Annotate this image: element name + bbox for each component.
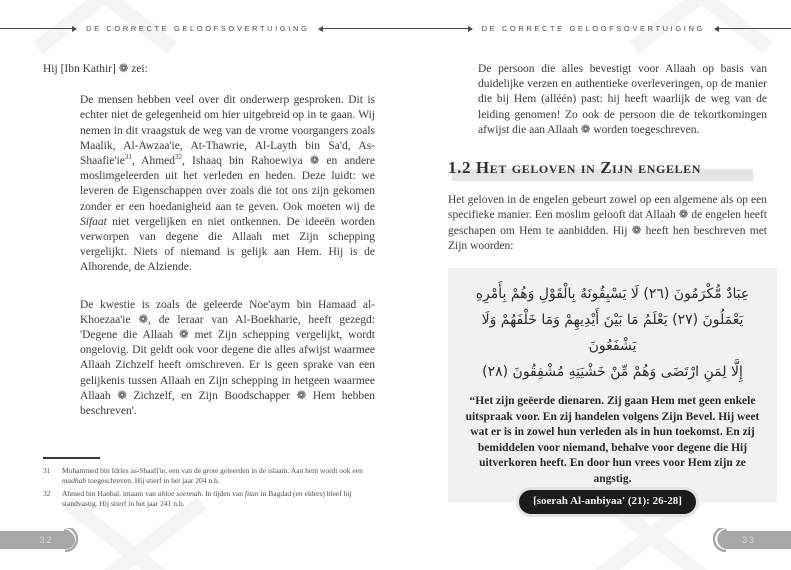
opening-paragraph: De persoon die alles bevestigt voor Allaah op basis van duidelijke verzen en authentieke overleveringen, op de manier die bij Hem (alléén) past: hij heeft waarlijk de weg van de leiding genomen! Zo ook de persoon die de tekortkomingen afwijst die aan Allaah ❁ worden toegeschreven. (478, 63, 767, 136)
arabic-verse-line: يَعْمَلُونَ (٢٧) يَعْلَمُ مَا بَيْنَ أَيْدِيهِمْ وَمَا خَلْفَهُمْ وَلَا يَشْفَعُونَ (481, 312, 744, 355)
section-heading-text: 1.2 Het geloven in Zijn engelen (448, 158, 702, 178)
page-number-bar (718, 531, 791, 549)
footnote (43, 466, 375, 486)
verse-translation: “Het zijn geëerde dienaren. Zij gaan Hem met geen enkele uitspraak voor. En zij handelen volgens Zijn Bevel. Hij weet wat er is in zowel hun verleden als in hun toekomst. En zij bemiddelen voor niemand, behalve voor degene die Hij uitverkoren heeft. En door hun vrees voor Hem zijn ze angstig. (465, 395, 760, 485)
footnote-text: Ahmed bin Hanbal, imaam van ahloe soennah. In tijden van fitan in Bagdad (en elders) bleef hij standvastig. Hij stierf in het jaar 241 n.h. (62, 489, 352, 508)
right-page-body (448, 62, 767, 514)
left-page-body (43, 62, 375, 441)
body-paragraph: Het geloven in de engelen gebeurt zowel op een algemene als op een specifieke manier. Een moslim gelooft dat Allaah ❁ de engelen heeft geschapen om Hem te aanbidden. Hij ❁ heeft hen beschreven met Zijn woorden: (448, 194, 767, 252)
footnote (43, 489, 375, 509)
arabic-verse-line: عِبَادٌ مُّكْرَمُونَ (٢٦) لَا يَسْبِقُونَهُ بِالْقَوْلِ وَهُمْ بِأَمْرِهِ (475, 286, 750, 303)
quoted-paragraph-1: De mensen hebben veel over dit onderwerp gesproken. Dit is echter niet de gelegenheid om hier uitgebreid op in te gaan. Wij nemen in dit vraagstuk de weg van de vrome voorgangers zoals Maalik, Al-Awzaa'ie, At-Thawrie, Al-Layth bin Sa'd, $As-Shaafie'ie^{31}$, Ahmed$^{32}$, Ishaaq bin Rahoewiya ❁ en andere moslimgeleerden uit het verleden en heden. Deze luidt: we leveren de Eigenschappen over zoals die tot ons zijn gekomen zonder er een hoedanigheid aan te geven. Ook moeten wij de Sifaat niet vergelijken en niet ontkennen. De ideeën worden verworpen van degene die Allaah met Zijn schepping vergelijkt. Niets of niemand is gelijk aan Hem. Hij is de Alhorende, de Alziende. (80, 94, 375, 274)
footnote-number: 32 (43, 489, 51, 498)
header-rule-right (715, 28, 791, 29)
header-rule-right (319, 28, 395, 29)
header-rule-left (396, 28, 472, 29)
arrow-tick-icon (468, 26, 473, 32)
footnote-separator (43, 457, 100, 459)
arrow-tick-icon (318, 26, 323, 32)
quran-quote-box (448, 268, 777, 502)
footnote-text: Mohammed bin Idries as-Shaafi'ie, een van de grote geleerden in de islaam. Aan hem wordt ook een madhab toegeschreven. Hij stierf in het jaar 204 n.h. (62, 466, 363, 485)
running-header (396, 24, 791, 33)
running-header (0, 24, 396, 33)
arabic-verse (460, 281, 765, 385)
header-rule-left (0, 28, 76, 29)
footnotes-section (43, 457, 375, 512)
arrow-tick-icon (714, 26, 719, 32)
running-header-title: DE CORRECTE GELOOFSOVERTUIGING (481, 24, 705, 33)
arrow-tick-icon (72, 26, 77, 32)
section-heading (448, 158, 767, 178)
arabic-verse-line: إِلَّا لِمَنِ ارْتَضَى وَهُمْ مِّنْ خَشْيَتِهِ مُشْفِقُونَ (٢٨) (482, 364, 743, 381)
soerah-reference-badge: [soerah Al-anbiyaa' (21): 26-28] (519, 490, 696, 514)
page-arcs-icon (64, 528, 80, 552)
running-header-title: DE CORRECTE GELOOFSOVERTUIGING (86, 24, 310, 33)
page-right (396, 0, 791, 570)
page-number: 32 (39, 535, 53, 546)
footnote-number: 31 (43, 466, 51, 475)
intro-line: Hij [Ibn Kathir] ❁ zei: (43, 63, 148, 75)
page-number: 33 (742, 535, 756, 546)
page-arcs-icon (711, 528, 727, 552)
quoted-paragraph-2: De kwestie is zoals de geleerde Noe'aym bin Hamaad al-Khoezaa'ie ❁, de leraar van Al-Boekharie, heeft gezegd: 'Degene die Allaah ❁ met Zijn schepping vergelijkt, wordt ongelovig. Dit geldt ook voor degene die alles afwijst waarmee Allaah Zichzelf heeft omschreven. Er is geen sprake van een gelijkenis tussen Allaah en Zijn schepping in hetgeen waarmee Allaah ❁ Zichzelf, en Zijn Boodschapper ❁ Hem hebben beschreven'. (80, 298, 375, 418)
